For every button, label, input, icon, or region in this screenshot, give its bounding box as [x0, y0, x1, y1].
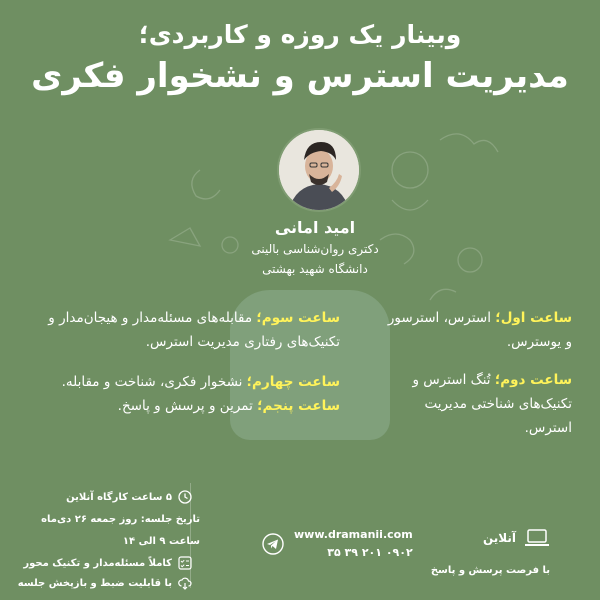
schedule-left-column [20, 306, 340, 418]
title-line-1: وبینار یک روزه و کاربردی؛ [138, 20, 462, 49]
info-problem-focused [23, 556, 192, 570]
schedule-hour-text: تمرین و پرسش و پاسخ. [117, 398, 258, 414]
schedule-right-column [382, 306, 572, 440]
online-label: آنلاین [482, 531, 516, 545]
schedule-hour-text: مقابله‌های مسئله‌مدار و هیجان‌مدار و تکنیک‌های رفتاری مدیریت استرس. [48, 310, 340, 350]
info-text: ساعت ۹ الی ۱۴ [122, 536, 200, 547]
schedule-hour-label: ساعت دوم؛ [494, 372, 572, 388]
schedule-hour-text: تُنگ استرس و تکنیک‌های شناختی مدیریت استرس. [412, 372, 572, 436]
checklist-icon [178, 556, 192, 570]
schedule-hour-label: ساعت پنجم؛ [257, 398, 340, 414]
info-time [123, 536, 200, 547]
schedule-hour-label: ساعت چهارم؛ [246, 374, 340, 390]
schedule-hour-label: ساعت سوم؛ [256, 310, 340, 326]
schedule-hour-text: استرس، استرسور و یوسترس. [387, 310, 572, 350]
info-recording [18, 576, 192, 590]
info-text: کاملاً مسئله‌مدار و تکنیک محور [23, 557, 172, 569]
phone-number[interactable]: ۰۹۰۲ ۲۰۱ ۳۹ ۳۵ [327, 546, 413, 559]
schedule-item [20, 306, 340, 354]
online-subtitle: با فرصت پرسش و پاسخ [430, 565, 550, 576]
laptop-icon [524, 528, 550, 548]
website-link[interactable]: www.dramanii.com [294, 528, 413, 541]
schedule-hour-text: نشخوار فکری، شناخت و مقابله. [61, 374, 247, 390]
info-session-date [41, 514, 200, 525]
telegram-icon[interactable] [262, 533, 284, 555]
host-avatar [277, 128, 361, 212]
info-workshop-hours [66, 490, 192, 504]
schedule-item [20, 394, 340, 418]
schedule-item [382, 306, 572, 354]
page-title: مدیریت استرس و نشخوار فکری [31, 56, 569, 96]
contact-block [262, 526, 413, 562]
info-text: تاریخ جلسه: روز جمعه ۲۶ دی‌ماه [41, 514, 200, 525]
schedule-hour-label: ساعت اول؛ [495, 310, 572, 326]
schedule-item [382, 368, 572, 440]
host-name: امید امانی [274, 218, 356, 237]
info-text: با قابلیت ضبط و بازپخش جلسه [17, 577, 172, 589]
info-text: ۵ ساعت کارگاه آنلاین [66, 491, 172, 503]
cloud-download-icon [178, 576, 192, 590]
online-badge [483, 528, 550, 548]
clock-icon [178, 490, 192, 504]
host-role: دکتری روان‌شناسی بالینی [251, 242, 379, 256]
host-university: دانشگاه شهید بهشتی [262, 262, 368, 276]
schedule-item [20, 370, 340, 394]
